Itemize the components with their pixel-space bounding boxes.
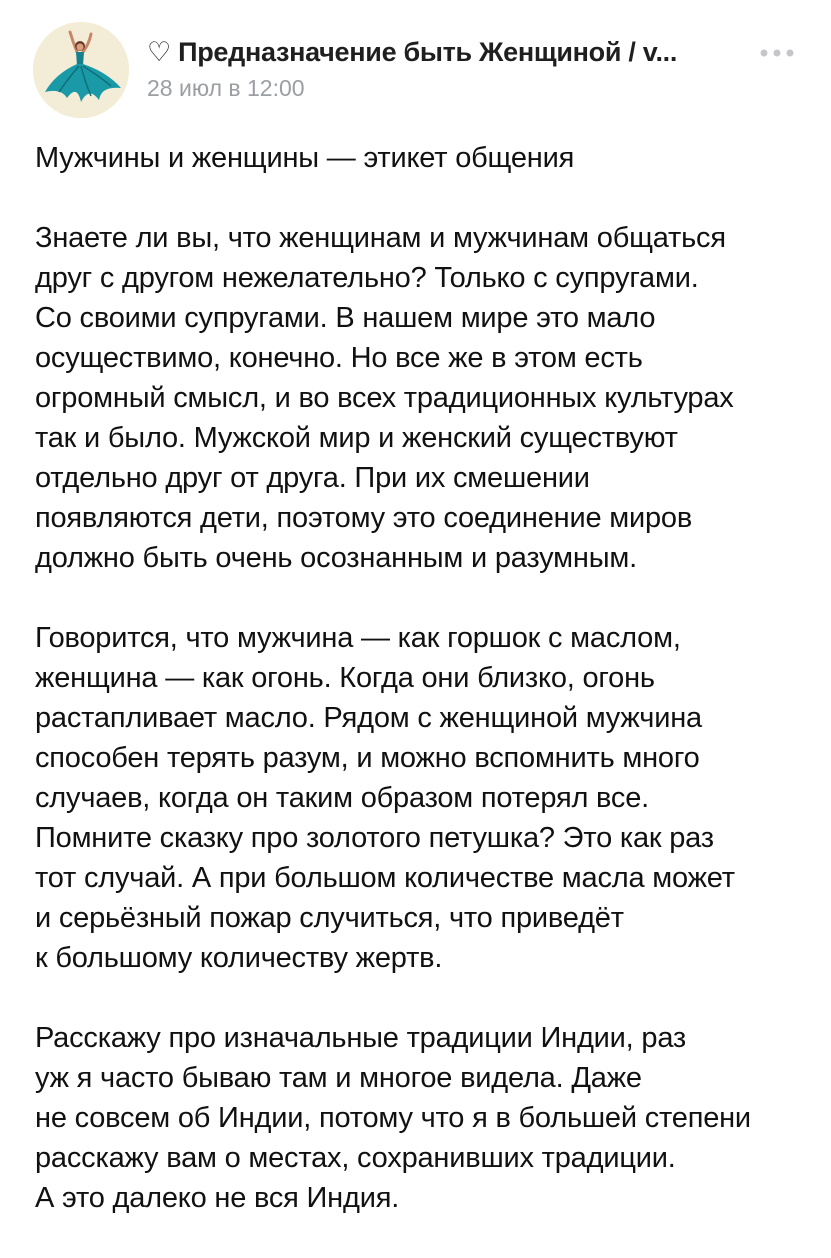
text-line: способен терять разум, и можно вспомнить много bbox=[35, 742, 700, 774]
text-line: появляются дети, поэтому это соединение миров bbox=[35, 502, 693, 534]
text-line: должно быть очень осознанным и разумным. bbox=[35, 542, 637, 574]
text-line: расскажу вам о местах, сохранивших традиции. bbox=[35, 1142, 676, 1174]
text-line: Знаете ли вы, что женщинам и мужчинам общаться bbox=[35, 222, 726, 254]
post-header bbox=[0, 0, 831, 130]
dancing-woman-icon bbox=[33, 22, 129, 118]
more-options-button[interactable] bbox=[758, 44, 798, 62]
text-line: Говорится, что мужчина — как горшок с маслом, bbox=[35, 622, 681, 654]
more-dots-icon bbox=[758, 44, 798, 62]
text-line: Помните сказку про золотого петушка? Это как раз bbox=[35, 822, 714, 854]
post-date[interactable]: 28 июл в 12:00 bbox=[147, 75, 305, 101]
post-title bbox=[35, 138, 815, 178]
text-line: растапливает масло. Рядом с женщиной мужчина bbox=[35, 702, 702, 734]
group-avatar[interactable] bbox=[33, 22, 129, 118]
text-line: женщина — как огонь. Когда они близко, огонь bbox=[35, 662, 655, 694]
paragraph bbox=[35, 218, 815, 578]
text-line: Мужчины и женщины — этикет общения bbox=[35, 142, 575, 174]
text-line: Расскажу про изначальные традиции Индии, раз bbox=[35, 1022, 687, 1054]
text-line: и серьёзный пожар случиться, что приведёт bbox=[35, 902, 624, 934]
text-line: осуществимо, конечно. Но все же в этом есть bbox=[35, 342, 643, 374]
text-line: случаев, когда он таким образом потерял все. bbox=[35, 782, 649, 814]
text-line: огромный смысл, и во всех традиционных культурах bbox=[35, 382, 734, 414]
text-line: так и было. Мужской мир и женский существуют bbox=[35, 422, 678, 454]
paragraph bbox=[35, 618, 815, 978]
text-line: не совсем об Индии, потому что я в большей степени bbox=[35, 1102, 751, 1134]
text-line: к большому количеству жертв. bbox=[35, 942, 443, 974]
text-line: отдельно друг от друга. При их смешении bbox=[35, 462, 590, 494]
post-text bbox=[35, 138, 815, 1258]
text-line: Со своими супругами. В нашем мире это мало bbox=[35, 302, 656, 334]
text-line: уж я часто бываю там и многое видела. Даже bbox=[35, 1062, 642, 1094]
text-line: А это далеко не вся Индия. bbox=[35, 1182, 400, 1214]
group-name-link[interactable]: ♡ Предназначение быть Женщиной / v... bbox=[147, 37, 678, 67]
text-line: друг с другом нежелательно? Только с супругами. bbox=[35, 262, 699, 294]
text-line: тот случай. А при большом количестве масла может bbox=[35, 862, 735, 894]
paragraph bbox=[35, 1018, 815, 1218]
